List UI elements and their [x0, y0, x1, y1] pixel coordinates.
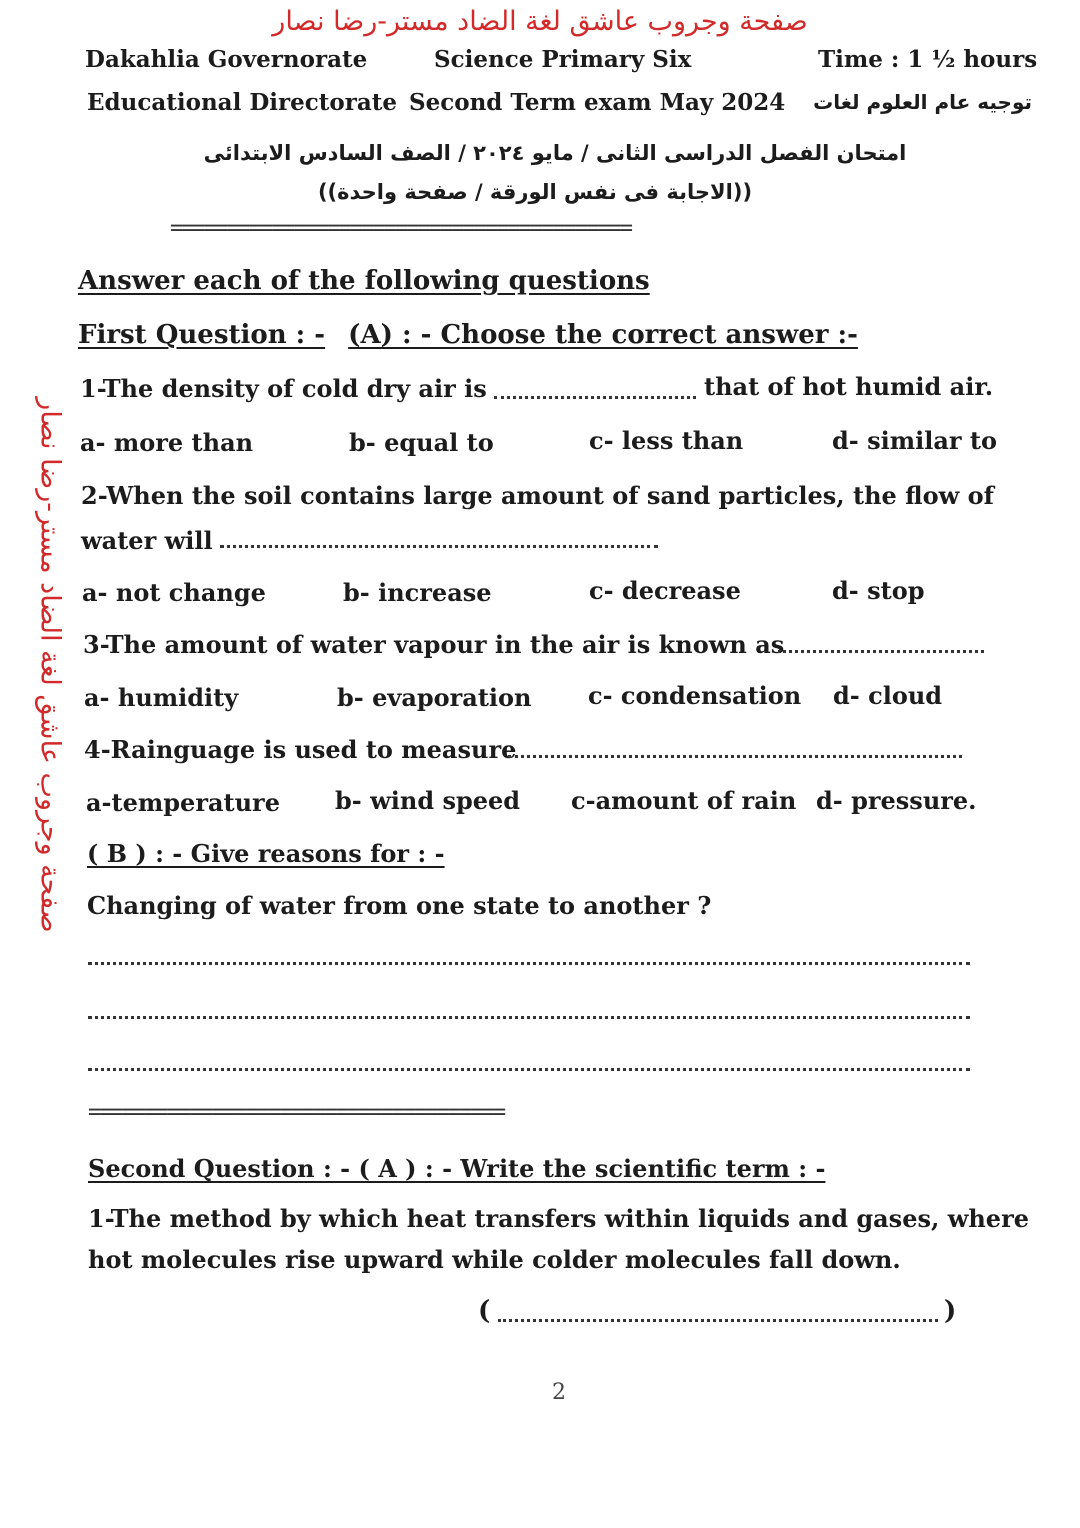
- exam-note-ar: ((الاجابة فى نفس الورقة / صفحة واحدة)): [317, 180, 753, 204]
- q2-item1-line1: 1-The method by which heat transfers within liquids and gases, where: [88, 1204, 1029, 1233]
- watermark-side: صفحة وجروب عاشق لغة الضاد مستر-رضا نصار: [34, 397, 66, 933]
- q1-item3-option-c[interactable]: c- condensation: [588, 681, 802, 710]
- q1-part-b: ( B ) : - Give reasons for : -: [87, 839, 445, 868]
- q1-heading: [78, 320, 858, 350]
- q1-reason-question: Changing of water from one state to another ?: [87, 891, 712, 920]
- q2-item1-open-paren: (: [478, 1296, 491, 1326]
- q1-title: First Question : -: [78, 320, 326, 350]
- instructions: Answer each of the following questions: [78, 266, 650, 296]
- q1-item1-blank[interactable]: [494, 396, 696, 399]
- q1-item1-stem-end: that of hot humid air.: [704, 372, 994, 401]
- answer-line-2[interactable]: [88, 1016, 970, 1019]
- q2-item1-line2: hot molecules rise upward while colder molecules fall down.: [88, 1245, 901, 1274]
- q1-item2-option-a[interactable]: a- not change: [82, 578, 266, 607]
- governorate: Dakahlia Governorate: [85, 46, 368, 73]
- q1-separator: =====================================: [88, 1100, 505, 1125]
- header-separator: =========================================: [170, 216, 632, 241]
- q1-part-a: (A) : - Choose the correct answer :-: [348, 320, 858, 350]
- q1-item3-option-d[interactable]: d- cloud: [833, 681, 943, 710]
- q1-item4-option-a[interactable]: a-temperature: [86, 788, 280, 817]
- q1-item4-option-b[interactable]: b- wind speed: [335, 786, 521, 815]
- q1-item1-stem: 1-The density of cold dry air is: [80, 374, 487, 403]
- q1-item4-stem: 4-Rainguage is used to measure: [84, 735, 517, 764]
- answer-line-3[interactable]: [88, 1068, 970, 1071]
- q1-item2-option-b[interactable]: b- increase: [343, 578, 492, 607]
- q1-item2-stem-line2: water will: [81, 526, 213, 555]
- directorate: Educational Directorate: [87, 89, 397, 116]
- q1-item2-option-c[interactable]: c- decrease: [589, 576, 741, 605]
- guidance-ar: توجيه عام العلوم لغات: [813, 90, 1032, 114]
- q1-item3-blank[interactable]: [778, 650, 984, 653]
- page-number: 2: [552, 1380, 566, 1405]
- q1-item3-stem: 3-The amount of water vapour in the air is known as: [83, 630, 785, 659]
- q1-item2-option-d[interactable]: d- stop: [832, 576, 925, 605]
- q1-item4-option-c[interactable]: c-amount of rain: [571, 786, 797, 815]
- exam-time: Time : 1 ½ hours: [818, 46, 1038, 73]
- q1-item4-blank[interactable]: [508, 755, 962, 758]
- q1-item2-stem-line1: 2-When the soil contains large amount of sand particles, the flow of: [81, 481, 994, 510]
- q1-item1-option-c[interactable]: c- less than: [589, 426, 744, 455]
- q1-item1-option-a[interactable]: a- more than: [80, 428, 254, 457]
- q1-item1-option-d[interactable]: d- similar to: [832, 426, 997, 455]
- q1-item3-option-a[interactable]: a- humidity: [84, 683, 239, 712]
- q2-title: Second Question : - ( A ) : - Write the scientific term : -: [88, 1154, 826, 1183]
- q2-item1-close-paren: ): [944, 1296, 957, 1326]
- watermark-top: صفحة وجروب عاشق لغة الضاد مستر-رضا نصار: [272, 6, 808, 37]
- q1-item2-blank[interactable]: [220, 545, 658, 548]
- q1-item1-option-b[interactable]: b- equal to: [349, 428, 494, 457]
- q1-item4-option-d[interactable]: d- pressure.: [816, 786, 977, 815]
- q2-item1-answer-blank[interactable]: [498, 1319, 938, 1322]
- answer-line-1[interactable]: [88, 962, 970, 965]
- q1-item3-option-b[interactable]: b- evaporation: [337, 683, 532, 712]
- exam-title: Second Term exam May 2024: [409, 89, 786, 116]
- subject: Science Primary Six: [434, 46, 692, 73]
- exam-info-ar: امتحان الفصل الدراسى الثانى / مايو ٢٠٢٤ / الصف السادس الابتدائى: [203, 141, 907, 165]
